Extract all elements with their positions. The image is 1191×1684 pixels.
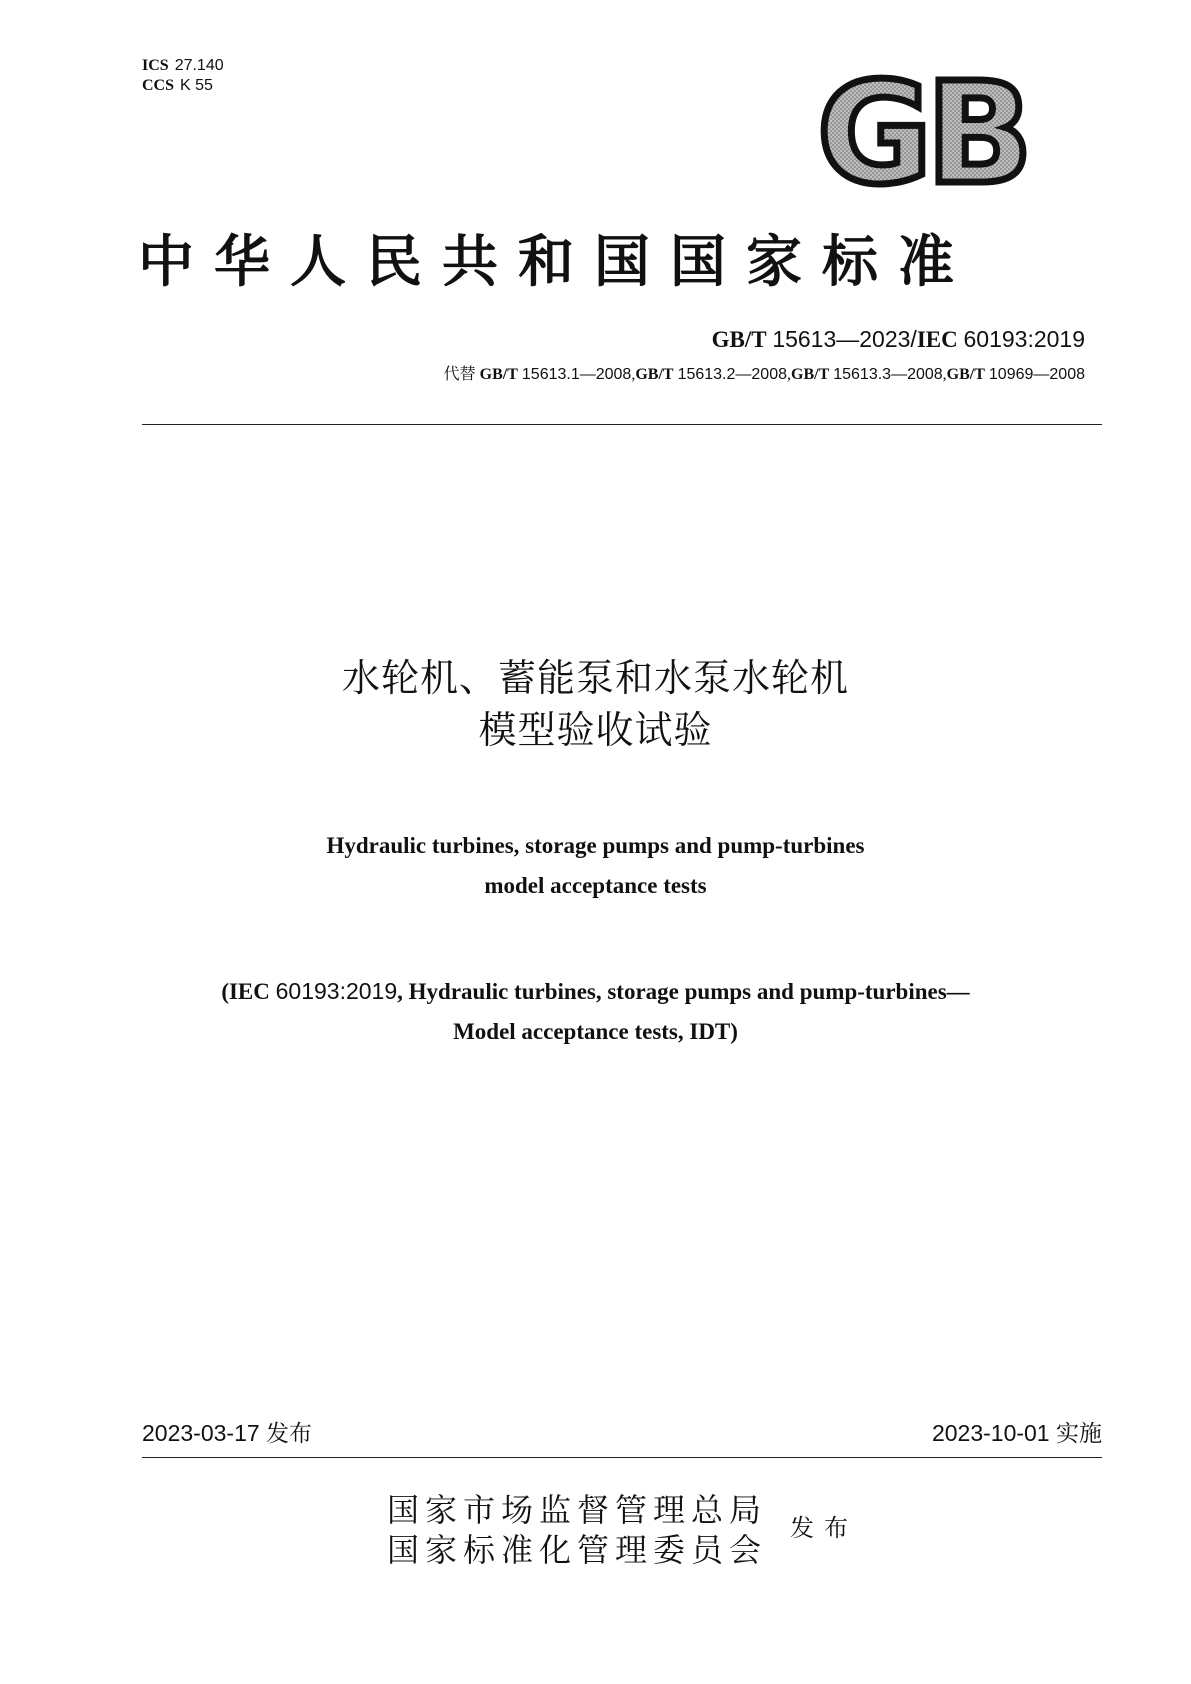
equivalence-statement bbox=[0, 971, 1191, 1052]
ics-code bbox=[142, 56, 224, 76]
title-english-line-1: Hydraulic turbines, storage pumps and pump-turbines bbox=[326, 833, 865, 858]
bottom-divider bbox=[142, 1457, 1102, 1458]
standard-number bbox=[712, 324, 1085, 355]
ccs-code bbox=[142, 76, 224, 96]
gb-logo-text: GB bbox=[817, 70, 1027, 192]
replaced-number: 15613.1—2008 bbox=[521, 366, 632, 383]
classification-codes bbox=[142, 56, 224, 96]
equivalence-line-1-rest: , Hydraulic turbines, storage pumps and pump-turbines— bbox=[397, 979, 970, 1004]
ccs-label: CCS bbox=[142, 77, 175, 94]
ccs-value: K 55 bbox=[180, 77, 213, 94]
title-chinese-line-2: 模型验收试验 bbox=[478, 708, 713, 752]
iec-prefix: IEC bbox=[916, 327, 958, 352]
equivalence-line-2: Model acceptance tests, IDT) bbox=[453, 1019, 738, 1044]
ics-label: ICS bbox=[142, 57, 169, 74]
issuing-authorities bbox=[387, 1490, 767, 1570]
standard-prefix: GB/T bbox=[711, 327, 767, 352]
ics-value: 27.140 bbox=[174, 57, 224, 74]
replaced-number: 10969—2008 bbox=[988, 366, 1085, 383]
equivalence-iec-number: 60193:2019 bbox=[275, 978, 398, 1004]
replaced-prefix: GB/T bbox=[479, 366, 518, 383]
replaces-line: 代替 GB/T 15613.1—2008,GB/T 15613.2—2008,GB/T 15613.3—2008,GB/T 10969—2008 bbox=[443, 366, 1085, 383]
standard-code: 15613—2023/ bbox=[772, 326, 917, 352]
national-standard-title: 中华人民共和国国家标准 bbox=[138, 229, 974, 295]
replaced-prefix: GB/T bbox=[946, 366, 985, 383]
issue-date: 2023-03-17 发布 bbox=[142, 1420, 313, 1446]
title-chinese bbox=[0, 652, 1191, 756]
equivalence-line-1 bbox=[0, 971, 1191, 1012]
replaced-number: 15613.3—2008 bbox=[833, 366, 943, 383]
issuer-line-1: 国家市场监督管理总局 bbox=[387, 1491, 768, 1529]
top-divider bbox=[142, 424, 1102, 425]
gb-logo-icon bbox=[806, 70, 1038, 192]
replaced-prefix: GB/T bbox=[791, 366, 830, 383]
replaced-prefix: GB/T bbox=[635, 366, 674, 383]
issuer-line-2: 国家标准化管理委员会 bbox=[387, 1531, 768, 1569]
gb-logo bbox=[806, 70, 1038, 192]
replaces-label: 代替 bbox=[443, 366, 476, 383]
iec-code: 60193:2019 bbox=[963, 326, 1085, 352]
title-english bbox=[0, 826, 1191, 906]
title-english-line-2: model acceptance tests bbox=[484, 873, 707, 898]
replaced-number: 15613.2—2008 bbox=[677, 366, 787, 383]
issue-action: 发布 bbox=[790, 1514, 858, 1542]
title-chinese-line-1: 水轮机、蓄能泵和水泵水轮机 bbox=[341, 656, 849, 700]
implementation-date: 2023-10-01 实施 bbox=[931, 1420, 1102, 1446]
equivalence-open: (IEC bbox=[221, 979, 276, 1004]
